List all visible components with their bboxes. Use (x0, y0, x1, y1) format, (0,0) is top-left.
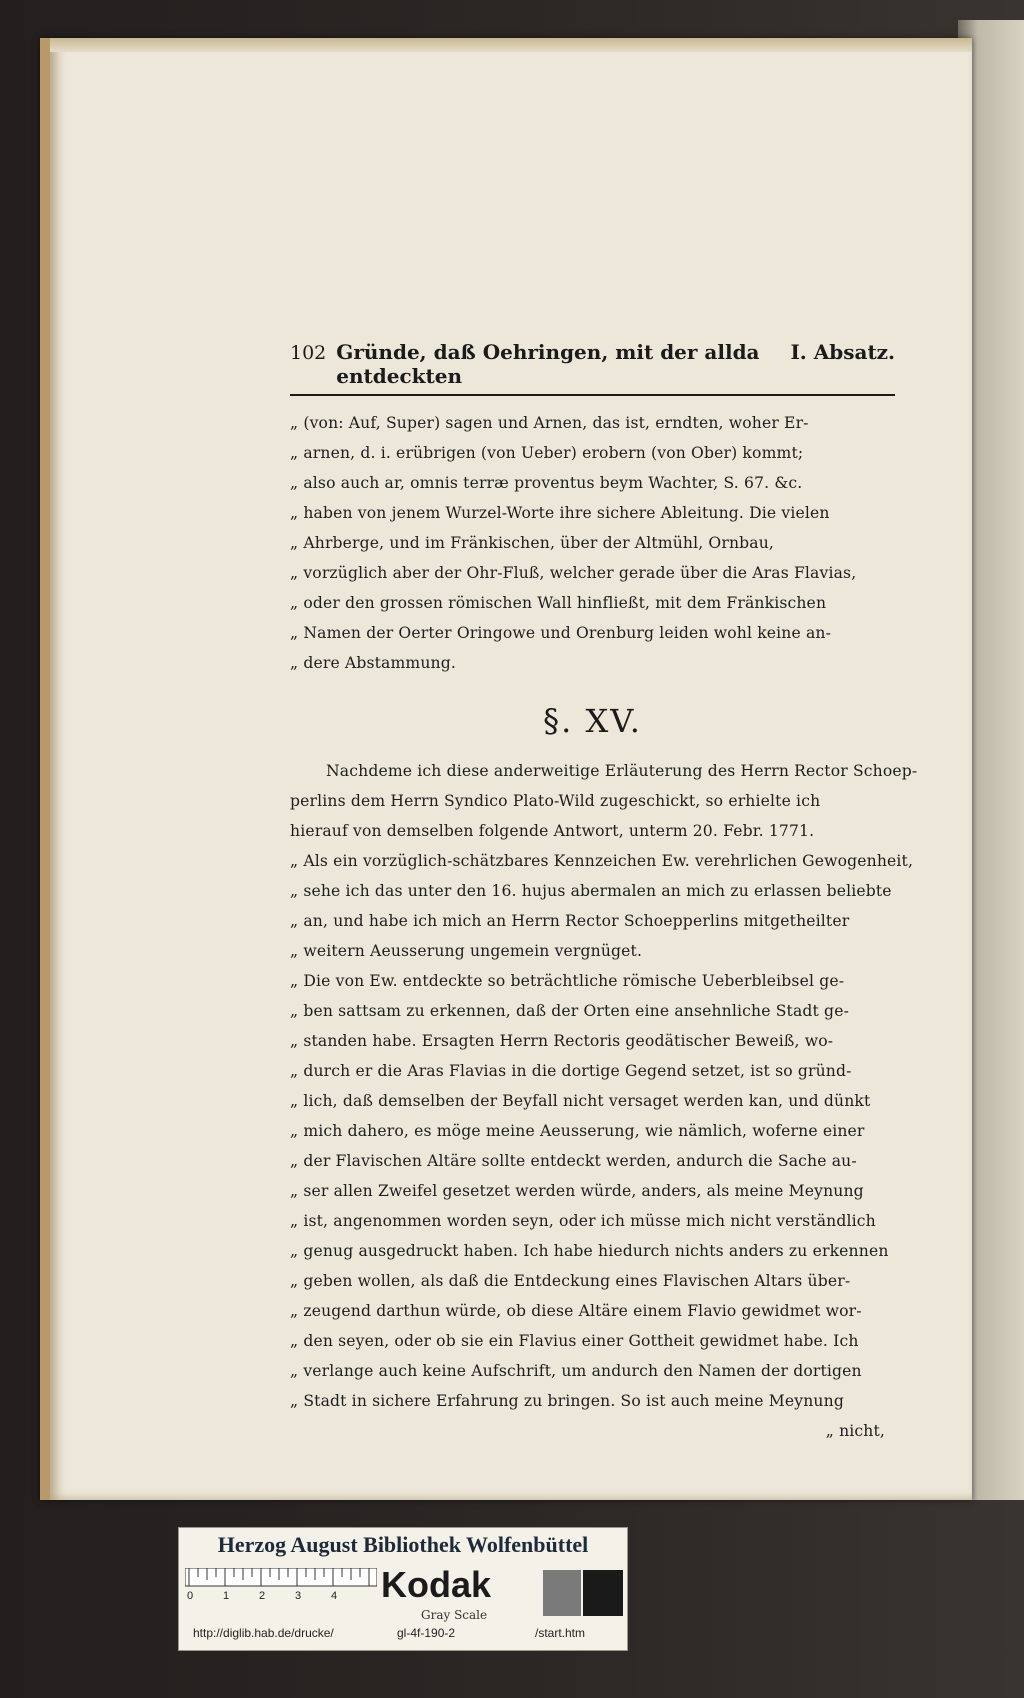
letter-line: „ ben sattsam zu erkennen, daß der Orten eine ansehnliche Stadt ge- (290, 1002, 849, 1020)
letter-line: „ durch er die Aras Flavias in die dortige Gegend setzet, ist so gründ- (290, 1062, 852, 1080)
quote-block (290, 408, 895, 678)
letter-line: „ sehe ich das unter den 16. hujus abermalen an mich zu erlassen beliebte (290, 882, 892, 900)
catchword: „ nicht, (825, 1422, 885, 1440)
ruler-tick-label: 4 (331, 1590, 338, 1602)
quote-line: „ vorzüglich aber der Ohr-Fluß, welcher gerade über die Aras Flavias, (290, 564, 857, 582)
letter-line: „ lich, daß demselben der Beyfall nicht versaget werden kan, und dünkt (290, 1092, 871, 1110)
letter-line: „ geben wollen, als daß die Entdeckung eines Flavischen Altars über- (290, 1272, 851, 1290)
scale-ruler (185, 1568, 377, 1602)
grayscale-label: Gray Scale (421, 1608, 488, 1622)
quote-line: „ dere Abstammung. (290, 654, 456, 672)
letter-paragraph-1 (290, 846, 914, 966)
page-number: 102 (290, 342, 327, 364)
page-text-block (290, 340, 918, 1446)
library-color-strip (178, 1527, 628, 1651)
letter-line: „ an, und habe ich mich an Herrn Rector Schoepperlins mitgetheilter (290, 912, 850, 930)
letter-line: „ verlange auch keine Aufschrift, um andurch den Namen der dortigen (290, 1362, 862, 1380)
ruler-tick-label: 0 (187, 1590, 194, 1602)
body-paragraph (290, 756, 918, 846)
quote-line: „ Namen der Oerter Oringowe und Orenburg leiden wohl keine an- (290, 624, 832, 642)
letter-line: „ Die von Ew. entdeckte so beträchtliche römische Ueberbleibsel ge- (290, 972, 845, 990)
running-header (290, 340, 895, 396)
quote-line: „ also auch ar, omnis terræ proventus beym Wachter, S. 67. &c. (290, 474, 803, 492)
black-swatch (583, 1570, 623, 1616)
ruler-tick-label: 3 (295, 1590, 302, 1602)
quote-line: „ (von: Auf, Super) sagen und Arnen, das ist, erndten, woher Er- (290, 414, 809, 432)
running-title: Gründe, daß Oehringen, mit der allda entdeckten (336, 340, 760, 388)
paragraph-line: hierauf von demselben folgende Antwort, unterm 20. Febr. 1771. (290, 822, 815, 840)
letter-line: „ standen habe. Ersagten Herrn Rectoris geodätischer Beweiß, wo- (290, 1032, 834, 1050)
library-title: Herzog August Bibliothek Wolfenbüttel (217, 1532, 589, 1557)
letter-line: „ ser allen Zweifel gesetzet werden würde, anders, als meine Meynung (290, 1182, 864, 1200)
letter-line: „ ist, angenommen worden seyn, oder ich müsse mich nicht verständlich (290, 1212, 876, 1230)
letter-line: „ Als ein vorzüglich-schätzbares Kennzeichen Ew. verehrlichen Gewogenheit, (290, 852, 914, 870)
letter-line: „ zeugend darthun würde, ob diese Altäre einem Flavio gewidmet wor- (290, 1302, 862, 1320)
letter-line: „ weitern Aeusserung ungemein vergnüget. (290, 942, 643, 960)
start-link-label: /start.htm (535, 1626, 586, 1640)
shelfmark: gl-4f-190-2 (397, 1626, 456, 1640)
quote-line: „ oder den grossen römischen Wall hinfließt, mit dem Fränkischen (290, 594, 827, 612)
letter-line: „ mich dahero, es möge meine Aeusserung, wie nämlich, woferne einer (290, 1122, 865, 1140)
letter-line: „ Stadt in sichere Erfahrung zu bringen. So ist auch meine Meynung (290, 1392, 844, 1410)
paragraph-line: perlins dem Herrn Syndico Plato-Wild zugeschickt, so erhielte ich (290, 792, 821, 810)
ruler-tick-label: 2 (259, 1590, 266, 1602)
section-heading: §. XV. (543, 702, 642, 740)
letter-line: „ genug ausgedruckt haben. Ich habe hiedurch nichts anders zu erkennen (290, 1242, 889, 1260)
ruler-tick-label: 1 (223, 1590, 230, 1602)
quote-line: „ haben von jenem Wurzel-Worte ihre sichere Ableitung. Die vielen (290, 504, 830, 522)
page-top-edge (50, 38, 972, 52)
gray-swatch (543, 1570, 581, 1616)
letter-line: „ den seyen, oder ob sie ein Flavius einer Gottheit gewidmet habe. Ich (290, 1332, 859, 1350)
letter-paragraph-2 (290, 966, 895, 1416)
kodak-logo: Kodak (381, 1564, 492, 1605)
quote-line: „ arnen, d. i. erübrigen (von Ueber) erobern (von Ober) kommt; (290, 444, 804, 462)
section-label: I. Absatz. (790, 340, 895, 364)
paragraph-line: Nachdeme ich diese anderweitige Erläuterung des Herrn Rector Schoep- (326, 762, 918, 780)
quote-line: „ Ahrberge, und im Fränkischen, über der Altmühl, Ornbau, (290, 534, 775, 552)
library-url: http://diglib.hab.de/drucke/ (193, 1626, 334, 1640)
letter-line: „ der Flavischen Altäre sollte entdeckt werden, andurch die Sache au- (290, 1152, 857, 1170)
